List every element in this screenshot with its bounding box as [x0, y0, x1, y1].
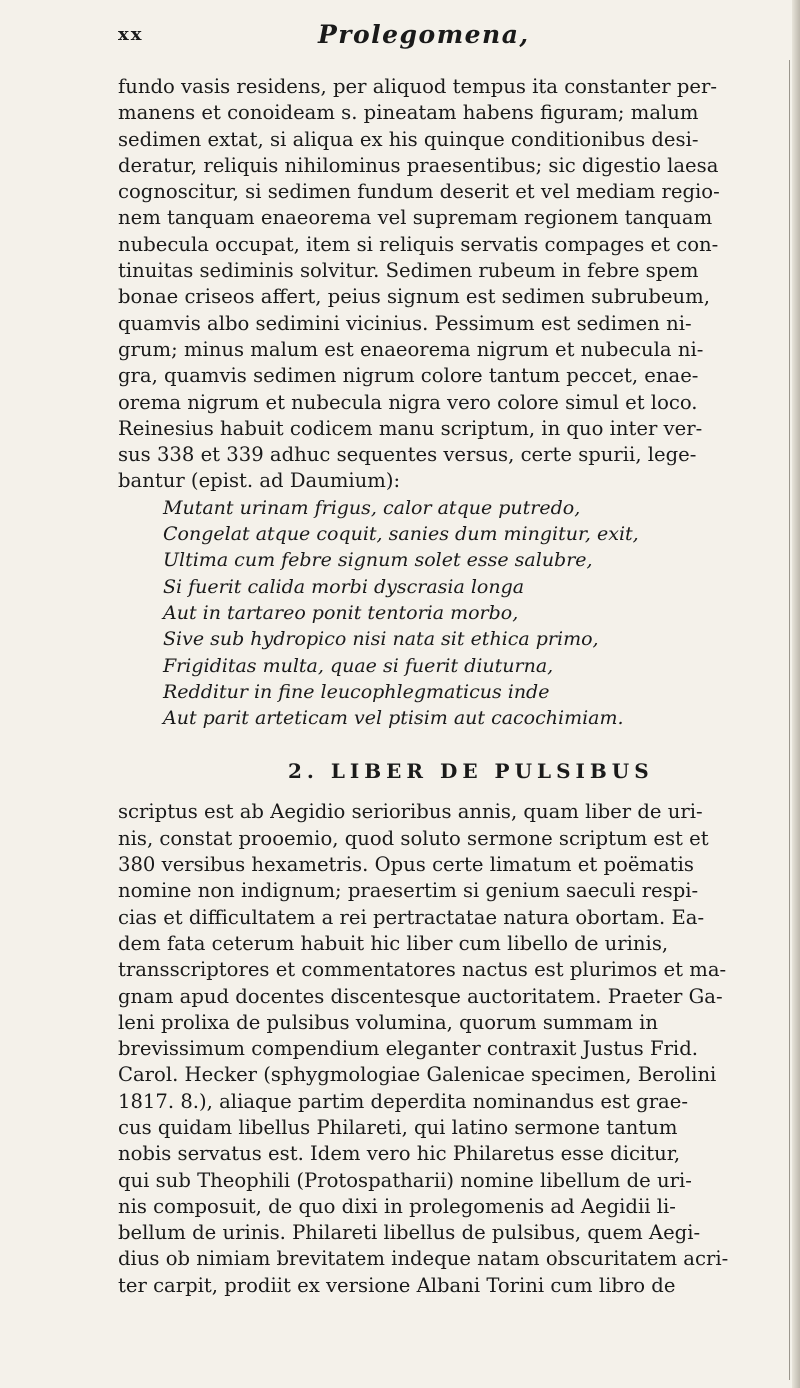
text-line: scriptus est ab Aegidio serioribus annis, quam liber de uri-: [118, 800, 703, 824]
section-heading: 2. LIBER DE PULSIBUS: [288, 759, 654, 784]
text-line: bonae criseos affert, peius signum est sedimen subrubeum,: [118, 285, 710, 309]
verse-line: Aut parit arteticam vel ptisim aut cacochimiam.: [163, 707, 624, 730]
page-header: [118, 20, 758, 56]
text-line: quamvis albo sedimini vicinius. Pessimum est sedimen ni-: [118, 311, 692, 335]
verse-line: Congelat atque coquit, sanies dum mingitur, exit,: [163, 523, 639, 546]
text-line: dius ob nimiam brevitatem indeque natam obscuritatem acri-: [118, 1247, 729, 1271]
text-line: gra, quamvis sedimen nigrum colore tantum peccet, enae-: [118, 364, 699, 388]
text-line: dem fata ceterum habuit hic liber cum libello de urinis,: [118, 931, 669, 955]
text-line: brevissimum compendium eleganter contraxit Justus Frid.: [118, 1037, 698, 1061]
text-line: manens et conoideam s. pineatam habens figuram; malum: [118, 101, 699, 125]
verse-line: Frigiditas multa, quae si fuerit diuturna,: [163, 654, 554, 677]
text-line: 380 versibus hexametris. Opus certe limatum et poëmatis: [118, 853, 694, 877]
text-line: nem tanquam enaeorema vel supremam regionem tanquam: [118, 206, 713, 230]
text-line: nis, constat prooemio, quod soluto sermone scriptum est et: [118, 826, 709, 850]
text-line: fundo vasis residens, per aliquod tempus ita constanter per-: [118, 75, 717, 98]
page-fold-line: [789, 60, 790, 1380]
verse-quotation: [118, 495, 790, 732]
text-line: nomine non indignum; praesertim si genium saeculi respi-: [118, 879, 699, 903]
spacer: [118, 791, 790, 799]
text-line: nubecula occupat, item si reliquis servatis compages et con-: [118, 232, 719, 256]
text-line: bellum de urinis. Philareti libellus de pulsibus, quem Aegi-: [118, 1221, 701, 1245]
text-line: transscriptores et commentatores nactus est plurimos et ma-: [118, 958, 727, 982]
text-line: cias et difficultatem a rei pertractatae natura obortam. Ea-: [118, 905, 705, 929]
text-line: cus quidam libellus Philareti, qui latino sermone tantum: [118, 1115, 678, 1139]
verse-line: Sive sub hydropico nisi nata sit ethica primo,: [163, 628, 599, 651]
text-line: grum; minus malum est enaeorema nigrum et nubecula ni-: [118, 337, 704, 361]
text-line: bantur (epist. ad Daumium):: [118, 469, 401, 493]
paragraph-de-pulsibus: [118, 799, 790, 1299]
page-number: xx: [118, 24, 144, 45]
text-line: cognoscitur, si sedimen fundum deserit et vel mediam regio-: [118, 180, 720, 204]
verse-line: Mutant urinam frigus, calor atque putredo,: [163, 496, 581, 519]
text-line: ter carpit, prodiit ex versione Albani Torini cum libro de: [118, 1273, 676, 1297]
text-line: qui sub Theophili (Protospatharii) nomine libellum de uri-: [118, 1168, 692, 1192]
text-line: tinuitas sediminis solvitur. Sedimen rubeum in febre spem: [118, 259, 699, 283]
text-line: deratur, reliquis nihilominus praesentibus; sic digestio laesa: [118, 153, 719, 177]
verse-line: Ultima cum febre signum solet esse salubre,: [163, 549, 593, 572]
spacer: [118, 731, 790, 751]
text-line: sedimen extat, si aliqua ex his quinque conditionibus desi-: [118, 127, 699, 151]
verse-line: Redditur in fine leucophlegmaticus inde: [163, 680, 550, 703]
running-title: Prolegomena,: [318, 20, 530, 49]
text-line: 1817. 8.), aliaque partim deperdita nominandus est grae-: [118, 1089, 688, 1113]
text-line: leni prolixa de pulsibus volumina, quorum summam in: [118, 1010, 659, 1034]
text-line: Carol. Hecker (sphygmologiae Galenicae specimen, Berolini: [118, 1063, 717, 1087]
verse-line: Aut in tartareo ponit tentoria morbo,: [163, 601, 519, 624]
text-line: orema nigrum et nubecula nigra vero colore simul et loco.: [118, 390, 698, 414]
text-line: sus 338 et 339 adhuc sequentes versus, certe spurii, lege-: [118, 443, 697, 467]
text-line: gnam apud docentes discentesque auctoritatem. Praeter Ga-: [118, 984, 723, 1008]
text-line: Reinesius habuit codicem manu scriptum, in quo inter ver-: [118, 416, 703, 440]
verse-line: Si fuerit calida morbi dyscrasia longa: [163, 575, 525, 598]
page-edge-shadow: [792, 0, 800, 1388]
page-body: [118, 74, 790, 1299]
paragraph-urine-sediment: [118, 74, 790, 495]
text-line: nobis servatus est. Idem vero hic Philaretus esse dicitur,: [118, 1142, 681, 1166]
text-line: nis composuit, de quo dixi in prolegomenis ad Aegidii li-: [118, 1194, 676, 1218]
